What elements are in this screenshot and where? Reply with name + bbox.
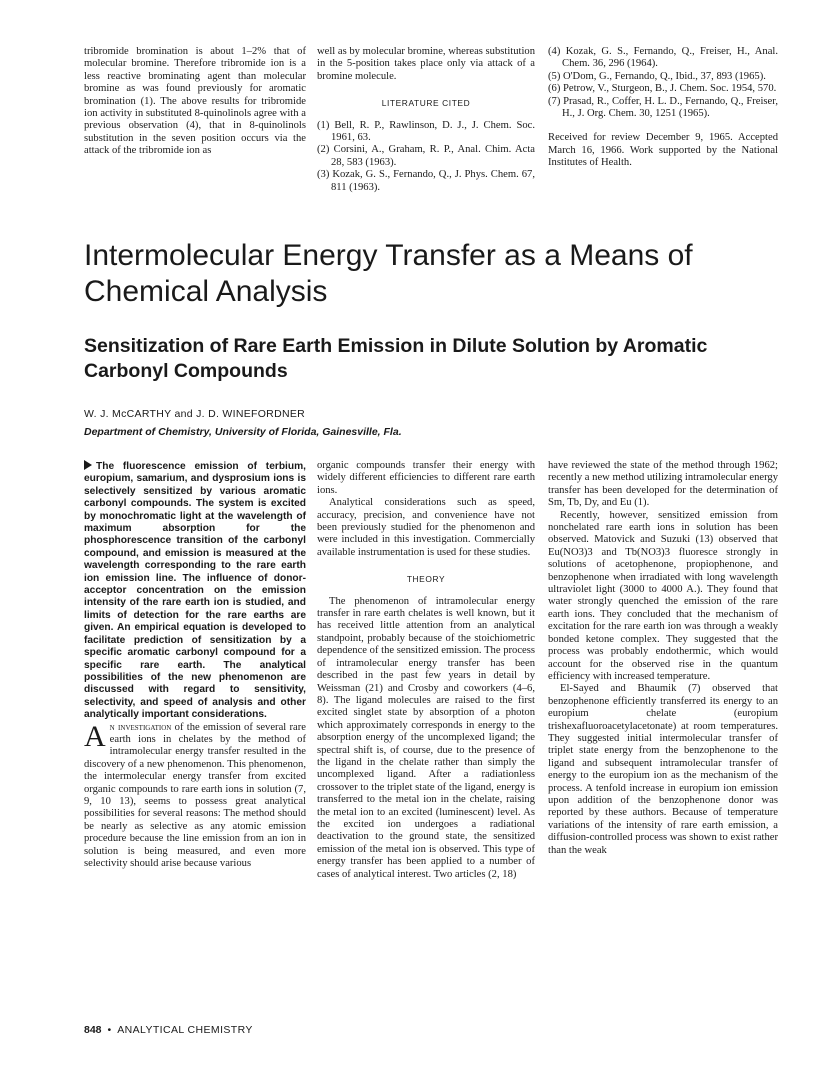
reference-7: (7) Prasad, R., Coffer, H. L. D., Fernando, Q., Freiser, H., J. Org. Chem. 30, 1251 (1965). [548,95,778,120]
reference-3: (3) Kozak, G. S., Fernando, Q., J. Phys. Chem. 67, 811 (1963). [317,169,535,193]
body-paragraph: The phenomenon of intramolecular energy transfer in rare earth chelates is well known, but it has received little attention from an analytical standpoint, probably because of the stoichiometric dependence of the sensitized emission. The process of intramolecular energy transfer has been described in the past few years in detail by Weissman (21) and Crosby and coworkers (4–6, 8). The ligand molecules are raised to the first excited singlet state by absorption of a photon which approximately corresponds in energy to the absorption energy of the uncomplexed ligand; the spectral shift is, of course, due to the presence of the ligand in the chelate rather than simply the uncomplexed ligand. After a radiationless crossover to the triplet state of the ligand, energy is transferred to the metal ion in the chelate, raising the metal ion to an excited (luminescent) level. As the excited ion undergoes a radiational deactivation to the ground state, the sensitized emission of the metal ion is observed. This type of energy transfer has been applied to a number of cases of analytical interest. Two articles (2, 18) [317,595,535,880]
article-title: Intermolecular Energy Transfer as a Means of Chemical Analysis [84,239,693,308]
drop-cap: A [84,719,106,753]
prev-article-column-2 [317,46,535,194]
theory-heading: THEORY [406,574,446,585]
reference-5: (5) O'Dom, G., Fernando, Q., Ibid., 37, 893 (1965). [548,70,766,82]
abstract [84,460,306,722]
intro-text: of the emission of several rare earth ions in chelates by the method of intramolecular energy transfer resulted in the discovery of a new phenomenon. This phenomenon, the intermolecular energy transfer from excited organic compounds to rare earth ions in solution (7, 9, 10 13), seems to possess great analytical possibilities for several reasons: The method should be nearly as selective as any atomic emission procedure because the line emission from an ion in solution is being measured, and even more selectivity should arise because various [84,721,306,869]
prev-article-text-end: well as by molecular bromine, whereas substitution in the 5-position takes place only via attack of a bromine molecule. [317,46,536,82]
article-column-1 [84,460,306,870]
triangle-bullet-icon [84,460,92,470]
introduction-paragraph [84,719,306,871]
journal-name: ANALYTICAL CHEMISTRY [117,1024,253,1036]
authors: W. J. McCARTHY and J. D. WINEFORDNER [84,408,306,420]
body-paragraph: Analytical considerations such as speed, accuracy, precision, and convenience have not been previously studied for the phenomenon and were included in this investigation. Commercially available instrumentation is used for these studies. [317,497,535,558]
article-subtitle: Sensitization of Rare Earth Emission in Dilute Solution by Aromatic Carbonyl Compounds [84,335,708,382]
prev-article-column-1 [84,46,306,158]
affiliation: Department of Chemistry, University of Florida, Gainesville, Fla. [84,426,402,438]
intro-small-caps: n investigation [109,721,172,733]
article-column-2 [317,460,535,881]
article-column-3 [548,460,778,857]
page-footer [84,1024,253,1036]
literature-cited-heading: LITERATURE CITED [381,98,471,109]
page-number: 848 [84,1024,102,1036]
reference-2: (2) Corsini, A., Graham, R. P., Anal. Chim. Acta 28, 583 (1963). [317,144,535,168]
prev-article-text: tribromide bromination is about 1–2% that of molecular bromine. Therefore tribromide ion is a less reactive brominating agent than molecular bromine as was found previously for aromatic bromination (1). The above results for tribromide ion activity in substituted 8-quinolinols agree with a previous observation (4), that in 8-quinolinols substitution in the seven position occurs via the attack of the tribromide ion as [84,46,306,157]
body-paragraph: Recently, however, sensitized emission from nonchelated rare earth ions in solution has been observed. Matovick and Suzuki (13) observed that Eu(NO3)3 and Tb(NO3)3 fluoresce strongly in solutions of acetophenone, propiophenone, and benzophenone when irradiated with long wavelength ultraviolet light (3000 to 4000 A.). They found that water strongly quenched the emission of the rare earth ions. They concluded that the mechanism of excitation for the rare earth ion was through a weakly bonded ketone complex. They suggested that the process was probably endothermic, which would account for the observed rise in the quantum efficiency with increased temperature. [548,509,778,682]
footer-bullet: • [107,1024,112,1036]
received-note: Received for review December 9, 1965. Accepted March 16, 1966. Work supported by the National Institutes of Health. [548,132,778,169]
reference-4: (4) Kozak, G. S., Fernando, Q., Freiser, H., Anal. Chem. 36, 296 (1964). [548,46,778,70]
body-paragraph: El-Sayed and Bhaumik (7) observed that benzophenone efficiently transferred its energy to an europium chelate (europium trishexafluoroacetylacetonate) at room temperatures. They suggested initial intermolecular transfer of triplet state energy from the benzophenone to the ligand and subsequent intramolecular transfer of energy to the europium ion as the mechanism of the process. A tenfold increase in europium ion emission upon addition of the benzophenone donor was reported by these authors. Because of temperature variations of the intensity of rare earth emission, a diffusion-controlled process was shown to exist rather than the weak [548,683,778,856]
body-paragraph: have reviewed the state of the method through 1962; recently a new method utilizing intramolecular energy transfer has been developed for the determination of Sm, Tb, Dy, and Eu (1). [548,460,778,509]
abstract-text: The fluorescence emission of terbium, europium, samarium, and dysprosium ions is selectively sensitized by various aromatic carbonyl compounds. The system is excited by monochromatic light at the wavelength of maximum absorption for the phosphorescence transition of the carbonyl compound, and emission is measured at the wavelength corresponding to the rare earth ion emission line. The influence of donor-acceptor concentration on the emission intensity of the rare earth ion is studied, and limits of detection for the rare earths are given. An empirical equation is developed to facilitate prediction of sensitization by a specific aromatic carbonyl compound for a specific rare earth. The analytical possibilities of the new phenomenon are discussed with regard to sensitivity, selectivity, and speed of analysis and other analytically important considerations. [84,461,306,721]
reference-6: (6) Petrow, V., Sturgeon, B., J. Chem. Soc. 1954, 570. [548,83,777,95]
body-paragraph: organic compounds transfer their energy with widely different efficiencies to different rare earth ions. [317,460,535,496]
prev-article-column-3 [548,46,778,170]
reference-1: (1) Bell, R. P., Rawlinson, D. J., J. Chem. Soc. 1961, 63. [317,119,535,144]
